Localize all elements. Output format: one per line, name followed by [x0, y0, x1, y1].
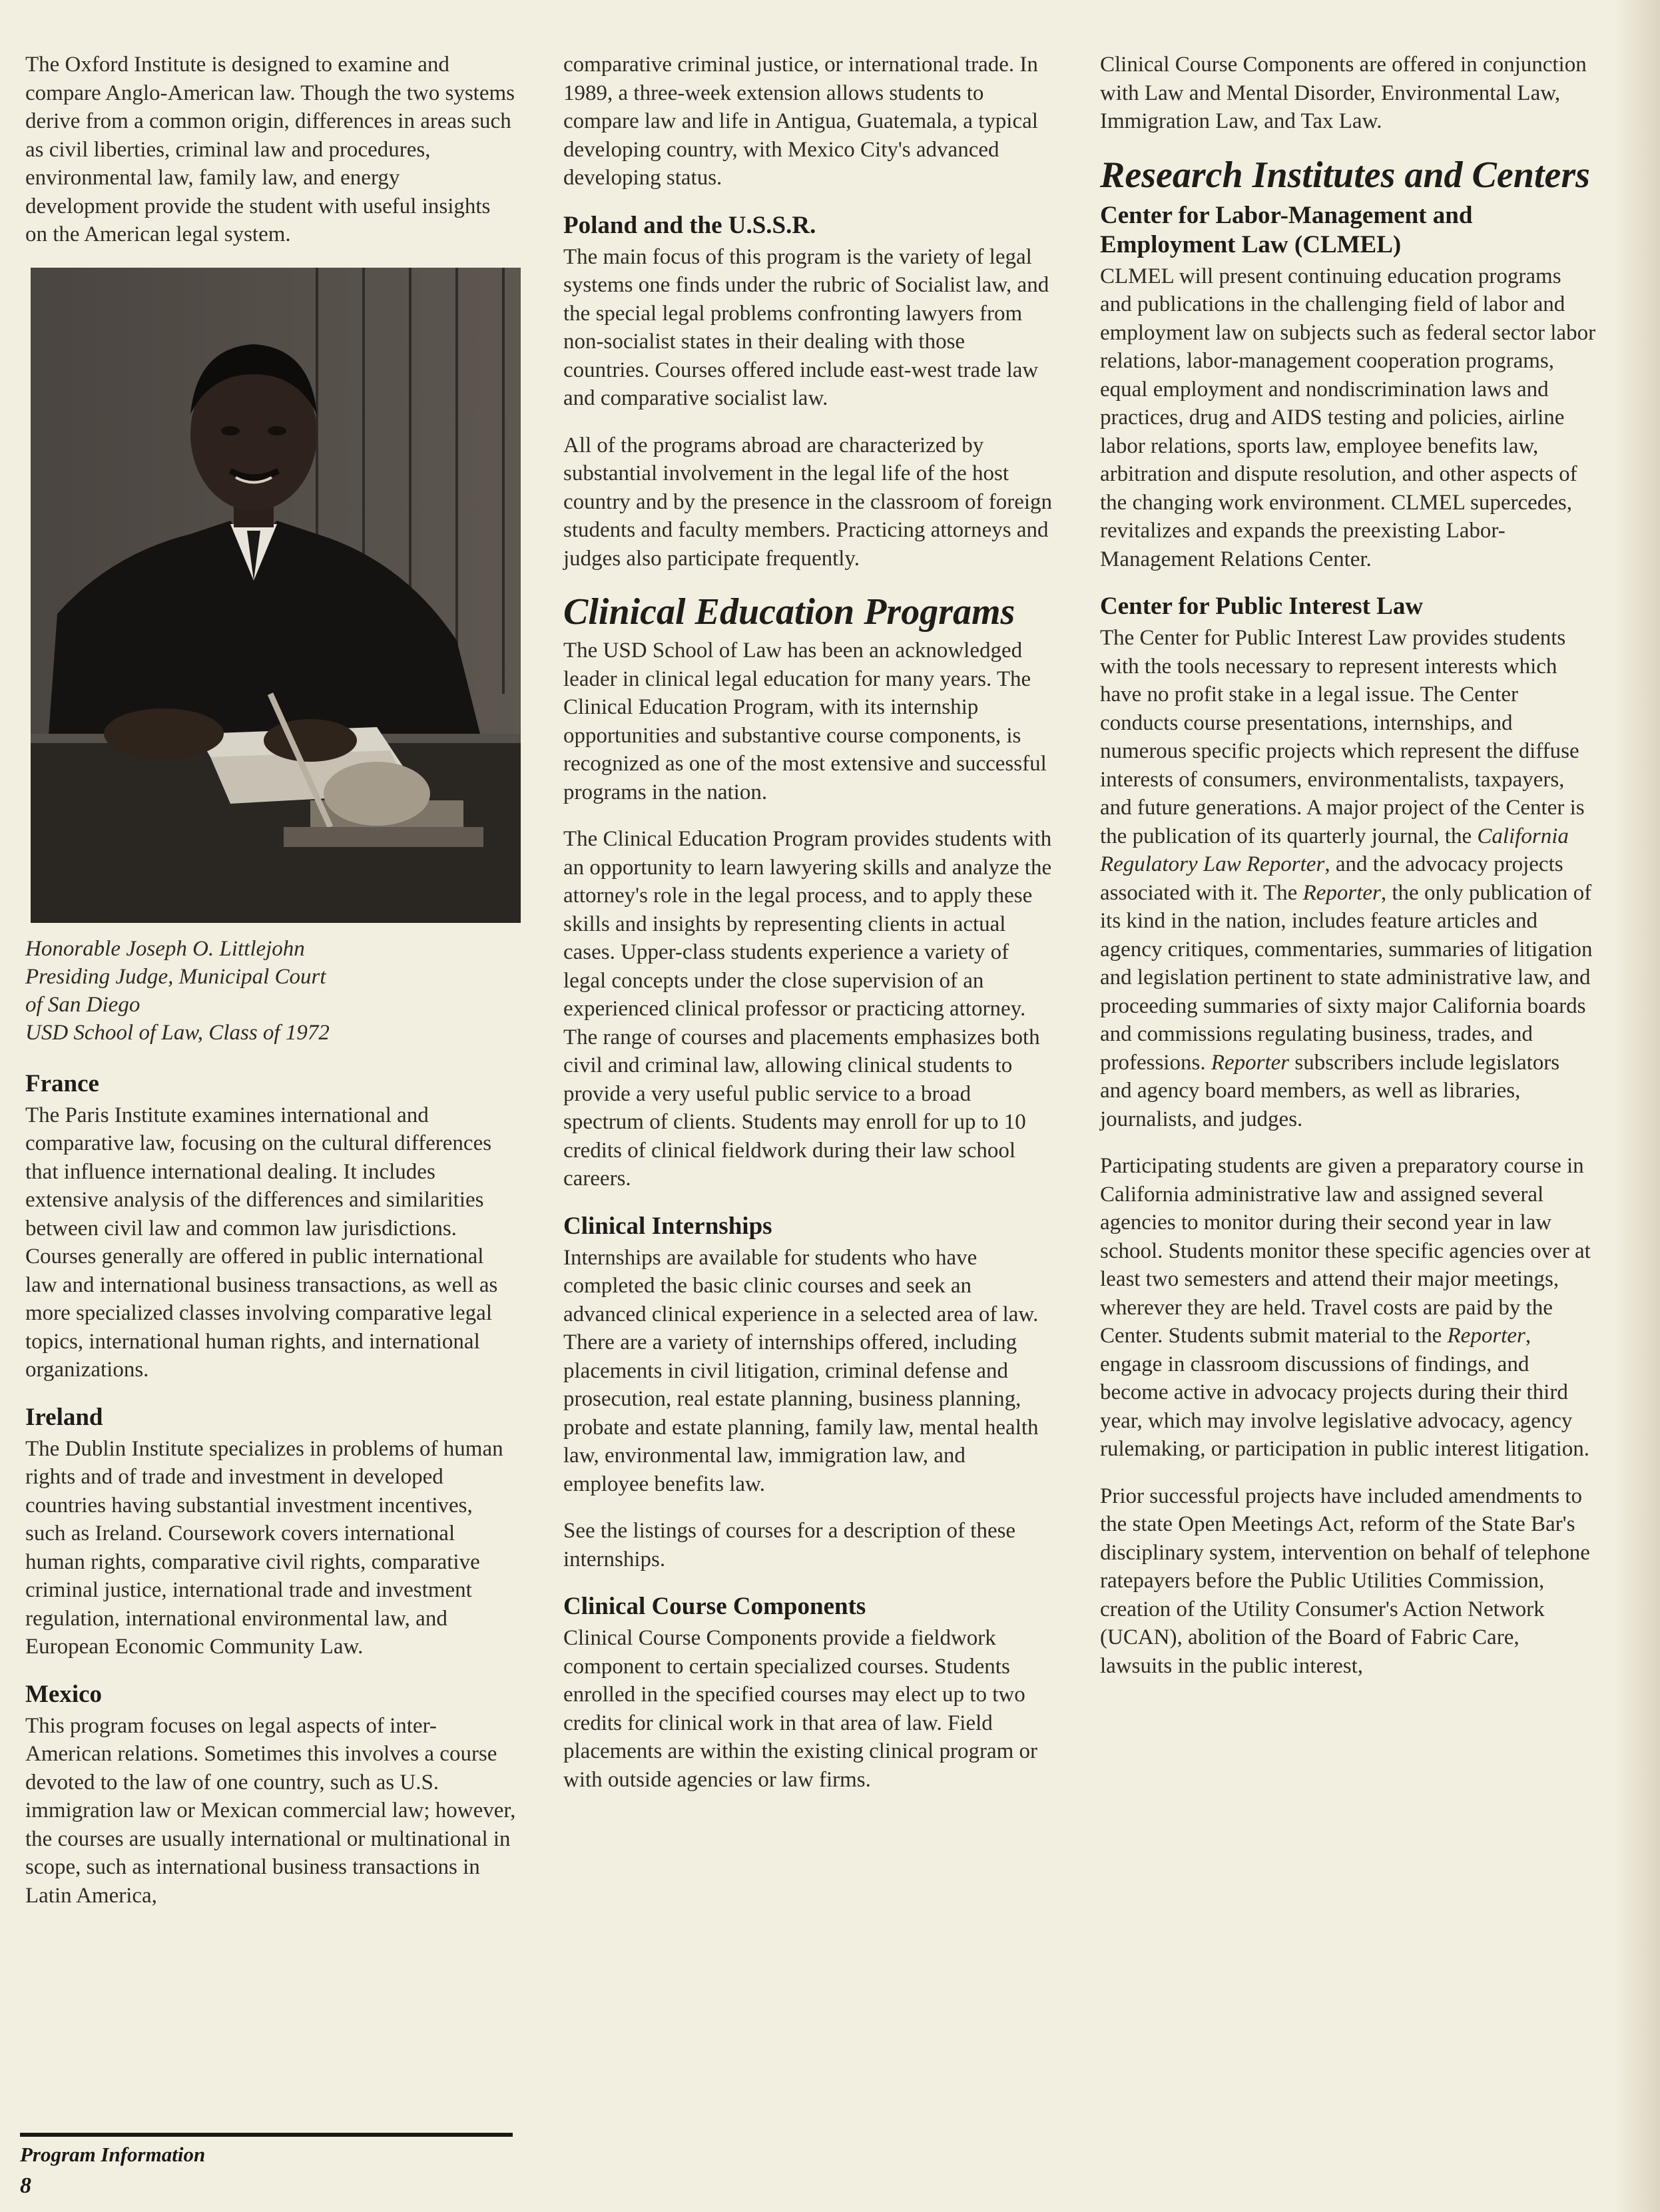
research-institutes-heading: Research Institutes and Centers: [1100, 154, 1590, 196]
page-number: 8: [20, 2173, 31, 2198]
ireland-heading: Ireland: [25, 1403, 103, 1431]
clmel-paragraph: CLMEL will present continuing education programs and publications in the challenging field of labor and employment law on subjects such as federal sector labor relations, labor-management cooperation programs, equal employment and nondiscrimination laws and practices, drug and AIDS testing and policies, airline labor relations, sports law, employee benefits law, arbitration and dispute resolution, and other aspects of the changing work environment. CLMEL supercedes, revitalizes and expands the preexisting Labor-Management Relations Center.: [1100, 264, 1596, 571]
internships-heading: Clinical Internships: [563, 1212, 772, 1240]
public-interest-paragraph-1: [1100, 624, 1596, 1133]
mexico-heading: Mexico: [25, 1680, 103, 1708]
caption-class: USD School of Law, Class of 1972: [25, 1020, 330, 1045]
journal-title: California Regulatory Law Reporter: [1100, 824, 1569, 876]
column-left: [25, 51, 517, 1928]
internships-paragraph-2: See the listings of courses for a description of these internships.: [563, 1519, 1016, 1571]
clinical-paragraph-1: The USD School of Law has been an acknowledged leader in clinical legal education for many years. The Clinical Education Program, with its internship opportunities and substantive course components, is recognized as one of the most extensive and successful programs in the nation.: [563, 639, 1047, 804]
text-run: , the only publication of its kind in the nation, includes feature articles and agency critiques, commentaries, summaries of litigation and legislation pertinent to state administrative law, and proceeding summaries of sixty major California boards and commissions regulating business, trades, and professions.: [1100, 880, 1593, 1075]
reporter-title: Reporter: [1211, 1050, 1290, 1075]
poland-paragraph: The main focus of this program is the variety of legal systems one finds under the rubric of Socialist law, and the special legal problems confronting lawyers from non-socialist states in their dealing with those countries. Courses offered include east-west trade law and comparative socialist law.: [563, 244, 1049, 410]
internships-paragraph-1: Internships are available for students who have completed the basic clinic courses and seek an advanced clinical experience in a selected area of law. There are a variety of internships offered, including placements in civil litigation, criminal defense and prosecution, real estate planning, business planning, probate and estate planning, family law, mental health law, environmental law, immigration law, and employee benefits law.: [563, 1245, 1039, 1496]
abroad-paragraph: All of the programs abroad are characterized by substantial involvement in the legal life of the host country and by the presence in the classroom of foreign students and faculty members. Practicing attorneys and judges also participate frequently.: [563, 433, 1053, 571]
caption-location: of San Diego: [25, 992, 140, 1017]
text-run: The Center for Public Interest Law provides students with the tools necessary to represent interests which have no profit stake in a legal issue. The Center conducts course presentations, internships, and numerous specific projects which represent the diffuse interests of consumers, environmentalists, taxpayers, and future generations. A major project of the Center is the publication of its quarterly journal, the: [1100, 626, 1585, 848]
caption-name: Honorable Joseph O. Littlejohn: [25, 936, 305, 961]
oxford-intro-paragraph: The Oxford Institute is designed to examine and compare Anglo-American law. Though the two systems derive from a common origin, differences in areas such as civil liberties, criminal law and procedures, environmental law, family law, and energy development provide the student with useful insights on the American legal system.: [25, 53, 515, 246]
column-middle: [563, 51, 1056, 1812]
reporter-title: Reporter: [1302, 880, 1381, 905]
public-interest-paragraph-2: [1100, 1152, 1596, 1464]
poland-heading: Poland and the U.S.S.R.: [563, 211, 816, 239]
mexico-continued-paragraph: comparative criminal justice, or international trade. In 1989, a three-week extension allows students to compare law and life in Antigua, Guatemala, a typical developing country, with Mexico City's advanced developing status.: [563, 53, 1038, 190]
public-interest-paragraph-3: Prior successful projects have included amendments to the state Open Meetings Act, reform of the State Bar's disciplinary system, intervention on behalf of telephone ratepayers before the Public Utilities Commission, creation of the Utility Consumer's Action Network (UCAN), abolition of the Board of Fabric Care, lawsuits in the public interest,: [1100, 1484, 1590, 1678]
text-run: Participating students are given a preparatory course in California administrative law and assigned several agencies to monitor during their second year in law school. Students monitor these specific agencies over at least two semesters and attend their major meetings, wherever they are held. Travel costs are paid by the Center. Students submit material to the: [1100, 1154, 1591, 1348]
footer-rule: [20, 2133, 513, 2137]
components-continued-paragraph: Clinical Course Components are offered in conjunction with Law and Mental Disorder, Environmental Law, Immigration Law, and Tax Law.: [1100, 53, 1587, 133]
clinical-education-heading: Clinical Education Programs: [563, 591, 1015, 633]
text-run: subscribers include legislators and agency board members, as well as libraries, journalists, and judges.: [1100, 1050, 1560, 1131]
portrait-illustration: [31, 268, 521, 923]
judge-portrait-photo: [31, 268, 521, 923]
france-heading: France: [25, 1069, 99, 1097]
mexico-paragraph: This program focuses on legal aspects of inter-American relations. Sometimes this involves a course devoted to the law of one country, such as U.S. immigration law or Mexican commercial law; however, the courses are usually international or multinational in scope, such as international business transactions in Latin America,: [25, 1713, 516, 1908]
caption-title: Presiding Judge, Municipal Court: [25, 964, 326, 989]
text-run: , and the advocacy projects associated with it. The: [1100, 852, 1563, 905]
clmel-heading: Center for Labor-Management and Employment Law (CLMEL): [1100, 201, 1473, 258]
course-components-paragraph: Clinical Course Components provide a fieldwork component to certain specialized courses. Students enrolled in the specified courses may elect up to two credits for clinical work in that area of law. Field placements are within the existing clinical program or with outside agencies or law firms.: [563, 1626, 1038, 1792]
clinical-paragraph-2: The Clinical Education Program provides students with an opportunity to learn lawyering skills and analyze the attorney's role in the legal process, and to apply these skills and insights by representing clients in actual cases. Upper-class students experience a variety of legal concepts under the close supervision of an experienced clinical professor or practicing attorney. The range of courses and placements emphasizes both civil and criminal law, allowing clinical students to provide a very useful public service to a broad spectrum of clients. Students may enroll for up to 10 credits of clinical fieldwork during their law school careers.: [563, 827, 1052, 1191]
page-edge-shadow: [1613, 0, 1660, 2212]
column-right: [1100, 51, 1596, 1699]
public-interest-heading: Center for Public Interest Law: [1100, 593, 1424, 620]
text-run: , engage in classroom discussions of findings, and become active in advocacy projects during their third year, which may involve legislative advocacy, agency rulemaking, or participation in public interest litigation.: [1100, 1324, 1589, 1461]
ireland-paragraph: The Dublin Institute specializes in problems of human rights and of trade and investment in developed countries having substantial investment incentives, such as Ireland. Coursework covers international human rights, comparative civil rights, comparative criminal justice, international trade and investment regulation, international environmental law, and European Economic Community Law.: [25, 1436, 503, 1659]
photo-caption: [25, 935, 517, 1047]
reporter-title: Reporter: [1447, 1324, 1525, 1348]
course-components-heading: Clinical Course Components: [563, 1593, 866, 1620]
france-paragraph: The Paris Institute examines international and comparative law, focusing on the cultural differences that influence international dealing. It includes extensive analysis of the differences and similarities between civil law and common law jurisdictions. Courses generally are offered in public international law and international business transactions, as well as more specialized classes involving comparative legal topics, international human rights, and international organizations.: [25, 1103, 498, 1382]
footer-section-label: Program Information: [20, 2143, 206, 2166]
